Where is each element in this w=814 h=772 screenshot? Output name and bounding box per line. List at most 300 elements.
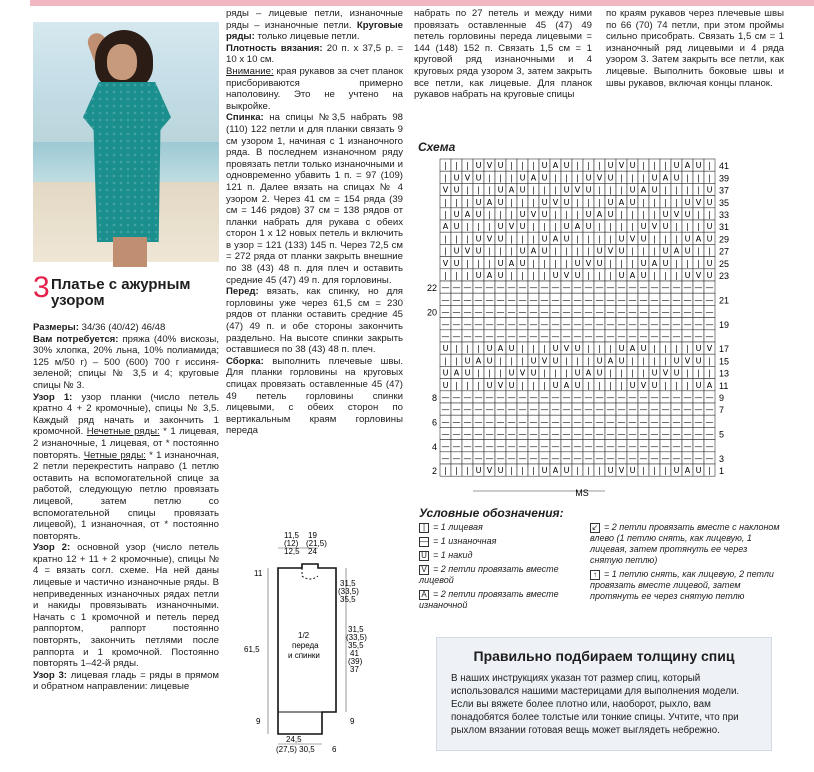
chart-symbol: — <box>595 319 604 329</box>
chart-symbol: | <box>576 466 579 476</box>
chart-symbol: U <box>651 368 658 378</box>
chart-symbol: — <box>496 332 505 341</box>
chart-symbol: | <box>587 246 590 256</box>
chart-symbol: | <box>587 161 590 171</box>
chart-symbol: — <box>617 283 626 293</box>
chart-symbol: — <box>441 417 450 427</box>
chart-symbol: | <box>444 356 447 366</box>
chart-symbol: — <box>694 405 703 415</box>
chart-symbol: — <box>694 295 703 305</box>
chart-symbol: — <box>650 295 659 305</box>
chart-symbol: — <box>452 441 461 451</box>
chart-symbol: | <box>565 356 568 366</box>
chart-symbol: | <box>466 161 469 171</box>
chart-symbol: — <box>474 429 483 439</box>
chart-symbol: | <box>499 356 502 366</box>
chart-symbol: | <box>510 197 513 207</box>
dim-right-a2: (33,5) <box>338 587 359 596</box>
chart-symbol: V <box>442 185 449 195</box>
chart-symbol: — <box>661 441 670 451</box>
chart-symbol: — <box>705 283 714 293</box>
chart-symbol: — <box>639 319 648 329</box>
chart-symbol: — <box>507 332 516 341</box>
chart-symbol: — <box>529 429 538 439</box>
chart-symbol: U <box>607 173 614 183</box>
chart-symbol: — <box>628 307 637 317</box>
chart-symbol: — <box>518 429 527 439</box>
chart-symbol: — <box>683 319 692 329</box>
chart-symbol: — <box>551 429 560 439</box>
chart-symbol: U <box>508 380 515 390</box>
chart-symbol: | <box>565 210 568 219</box>
chart-symbol: | <box>477 222 480 232</box>
chart-symbol: U <box>706 271 713 280</box>
dim-right-c: 41 <box>350 649 359 658</box>
chart-symbol: U <box>453 185 460 195</box>
chart-symbol: — <box>617 307 626 317</box>
chart-symbol: | <box>554 185 557 195</box>
chart-symbol: | <box>642 466 645 476</box>
chart-symbol: — <box>562 332 571 341</box>
column-4 <box>606 8 784 89</box>
chart-symbol: | <box>510 271 513 280</box>
chart-symbol: | <box>477 258 480 268</box>
chart-row-number: 9 <box>719 393 725 403</box>
chart-symbol: — <box>639 417 648 427</box>
chart-symbol: — <box>694 441 703 451</box>
chart-row-number: 6 <box>431 417 437 428</box>
chart-symbol: — <box>485 319 494 329</box>
chart-symbol: — <box>485 405 494 415</box>
chart-symbol: | <box>620 210 623 219</box>
chart-symbol: — <box>463 405 472 415</box>
chart-symbol: | <box>675 234 678 244</box>
pattern1-label: Узор 1: <box>33 391 73 403</box>
chart-symbol: | <box>444 466 447 476</box>
chart-symbol: — <box>694 429 703 439</box>
chart-symbol: — <box>496 441 505 451</box>
chart-symbol: | <box>532 258 535 268</box>
chart-symbol: | <box>576 246 579 256</box>
legend-item <box>419 589 584 611</box>
chart-symbol: — <box>441 332 450 341</box>
chart-symbol: | <box>697 368 700 378</box>
chart-row-number: 20 <box>426 307 437 318</box>
chart-row-number: 4 <box>431 441 437 452</box>
chart-symbol: | <box>587 356 590 366</box>
dim-top-mid: 19 <box>308 531 317 540</box>
chart-symbol: — <box>529 417 538 427</box>
chart-symbol: — <box>474 417 483 427</box>
chart-symbol: U <box>585 185 592 195</box>
legend-symbol-icon: ↙ <box>591 522 599 532</box>
chart-symbol: V <box>662 368 669 378</box>
chart-symbol: — <box>694 417 703 427</box>
chart-row-number: 15 <box>719 356 730 367</box>
garment-schematic <box>240 528 370 756</box>
chart-symbol: — <box>562 429 571 439</box>
chart-symbol: | <box>708 368 711 378</box>
chart-symbol: | <box>653 356 656 366</box>
chart-symbol: U <box>629 161 636 171</box>
chart-symbol: | <box>653 344 656 354</box>
chart-symbol: V <box>706 344 713 354</box>
chart-symbol: — <box>639 307 648 317</box>
chart-symbol: | <box>532 344 535 354</box>
chart-symbol: U <box>706 222 713 232</box>
chart-symbol: — <box>650 417 659 427</box>
pattern2-label: Узор 2: <box>33 542 71 554</box>
chart-symbol: | <box>466 222 469 232</box>
chart-symbol: — <box>507 295 516 305</box>
chart-row-number: 39 <box>719 173 730 184</box>
chart-symbol: — <box>496 307 505 317</box>
chart-symbol: | <box>686 368 689 378</box>
chart-symbol: — <box>551 307 560 317</box>
chart-symbol: — <box>617 319 626 329</box>
chart-symbol: U <box>662 246 669 256</box>
chart-symbol: U <box>640 234 647 244</box>
chart-symbol: | <box>642 356 645 366</box>
chart-symbol: | <box>642 368 645 378</box>
chart-symbol: — <box>518 332 527 341</box>
chart-symbol: V <box>563 344 570 354</box>
chart-symbol: V <box>486 234 493 244</box>
chart-symbol: U <box>519 258 526 268</box>
chart-symbol: | <box>631 368 634 378</box>
chart-symbol: — <box>441 393 450 402</box>
back-text: на спицы №3,5 набрать 98 (110) 122 петли и для планки связать 9 см узором 1, начиная с 1 изнаночного ряда. В последнем изнаночном ряду провязать петли только изнаночными и одновременно убавить 1 п. = 97 (109) 121 п. Далее вязать на спицах № 4 узором 2. Через 41 см = 154 ряда (39 см = 146 рядов) 37 см = 138 рядов от планки набрать для рукава с обеих сторон 1 х 12 новых петель и включить в узор = 121 (133) 145 п. Через 72,5 см = 272 ряда от планки закрыть внешние по 38 (43) 48 п. для плеч и оставить средние 45 (47) 49 п. для горловины. <box>226 112 403 286</box>
chart-symbol: — <box>705 307 714 317</box>
chart-symbol: U <box>497 234 504 244</box>
chart-symbol: — <box>551 393 560 402</box>
col3-text: набрать по 27 петель и между ними провязать оставленные 45 (47) 49 петель горловины переда лицевыми = 144 (148) 152 п. Связать 1,5 см = 1 круговой ряд изнаночными и 4 круговых ряда узором 3, затем закрыть все петли, как лицевые. Для планок рукавов набрать на круговые спицы <box>414 8 592 101</box>
chart-symbol: | <box>664 380 667 390</box>
chart-symbol: | <box>609 380 612 390</box>
chart-symbol: — <box>595 283 604 293</box>
chart-symbol: — <box>628 319 637 329</box>
chart-symbol: U <box>574 380 581 390</box>
chart-row-number: 1 <box>719 466 725 477</box>
chart-symbol: — <box>496 319 505 329</box>
chart-symbol: — <box>595 429 604 439</box>
pattern1-text: узор планки (число петель кратно 4 + 2 кромочные), спицы № 3,5. Каждый ряд начать и закончить 1 кромочной. <box>33 391 220 438</box>
chart-symbol: | <box>565 258 568 268</box>
chart-symbol: | <box>587 197 590 207</box>
chart-symbol: — <box>573 295 582 305</box>
chart-symbol: U <box>563 197 570 207</box>
chart-symbol: A <box>530 246 537 256</box>
pattern3-label: Узор 3: <box>33 669 67 681</box>
legend-item <box>419 522 584 533</box>
chart-symbol: — <box>650 332 659 341</box>
chart-symbol: — <box>606 405 615 415</box>
chart-symbol: — <box>628 441 637 451</box>
chart-symbol: — <box>683 417 692 427</box>
chart-symbol: | <box>444 271 447 280</box>
chart-grid <box>440 159 715 491</box>
chart-symbol: — <box>452 417 461 427</box>
chart-symbol: | <box>653 210 656 219</box>
chart-symbol: — <box>518 417 527 427</box>
chart-symbol: | <box>532 466 535 476</box>
chart-symbol: | <box>598 271 601 280</box>
chart-symbol: | <box>521 356 524 366</box>
chart-symbol: — <box>661 429 670 439</box>
chart-symbol: | <box>488 210 491 219</box>
chart-symbol: — <box>485 332 494 341</box>
chart-symbol: — <box>595 393 604 402</box>
chart-symbol: U <box>706 258 713 268</box>
note-text: края рукавов за счет планок присбориваются примерно наполовину. Это не учтено на выкройке. <box>226 65 403 112</box>
chart-symbol: U <box>497 197 504 207</box>
chart-symbol: | <box>620 380 623 390</box>
chart-symbol: | <box>455 344 458 354</box>
chart-symbol: | <box>488 258 491 268</box>
chart-symbol: U <box>662 222 669 232</box>
chart-symbol: U <box>475 466 482 476</box>
chart-symbol: — <box>661 417 670 427</box>
column-2 <box>226 8 403 437</box>
chart-symbol: | <box>455 234 458 244</box>
chart-symbol: | <box>532 197 535 207</box>
chart-symbol: U <box>497 222 504 232</box>
chart-symbol: — <box>672 295 681 305</box>
chart-symbol: — <box>683 441 692 451</box>
chart-symbol: U <box>684 271 691 280</box>
chart-symbol: V <box>684 356 691 366</box>
legend-right <box>590 522 780 605</box>
legend-left <box>419 522 584 614</box>
dim-top-mid-3: 24 <box>308 547 317 556</box>
chart-symbol: — <box>595 405 604 415</box>
chart-symbol: | <box>653 234 656 244</box>
chart-symbol: | <box>521 197 524 207</box>
density-text: 20 п. х 37,5 р. = 10 х 10 см. <box>226 42 403 66</box>
chart-symbol: U <box>585 222 592 232</box>
chart-symbol: — <box>705 441 714 451</box>
col2-intro: ряды – лицевые петли, изнаночные ряды – изнаночные петли. <box>226 8 403 31</box>
chart-symbol: | <box>598 466 601 476</box>
dim-left-11: 11 <box>254 569 263 578</box>
chart-symbol: U <box>530 356 537 366</box>
chart-symbol: — <box>551 319 560 329</box>
density-label: Плотность вязания: <box>226 42 323 54</box>
chart-symbol: | <box>642 161 645 171</box>
chart-row-number: 31 <box>719 222 730 233</box>
chart-symbol: | <box>609 258 612 268</box>
chart-symbol: U <box>651 173 658 183</box>
chart-symbol: U <box>629 466 636 476</box>
chart-symbol: — <box>529 454 538 463</box>
chart-symbol: — <box>463 393 472 402</box>
chart-symbol: | <box>466 380 469 390</box>
chart-symbol: | <box>488 185 491 195</box>
chart-symbol: — <box>650 393 659 402</box>
chart-symbol: — <box>595 295 604 305</box>
chart-symbol: — <box>452 307 461 317</box>
chart-symbol: U <box>486 380 493 390</box>
chart-symbol: — <box>683 295 692 305</box>
chart-symbol: — <box>551 441 560 451</box>
legend-item <box>419 550 584 561</box>
chart-symbol: U <box>706 185 713 195</box>
chart-symbol: U <box>618 356 625 366</box>
chart-symbol: — <box>452 454 461 463</box>
chart-symbol: — <box>485 417 494 427</box>
chart-symbol: — <box>452 393 461 402</box>
chart-symbol: | <box>598 380 601 390</box>
chart-symbol: V <box>486 161 493 171</box>
chart-symbol: — <box>452 295 461 305</box>
chart-symbol: | <box>554 173 557 183</box>
chart-symbol: — <box>661 393 670 402</box>
chart-symbol: — <box>441 454 450 463</box>
chart-symbol: | <box>455 356 458 366</box>
chart-symbol: — <box>573 307 582 317</box>
chart-symbol: — <box>441 429 450 439</box>
legend-text: = 2 петли провязать вместе изнаночной <box>419 589 559 610</box>
chart-symbol: V <box>695 197 702 207</box>
chart-symbol: — <box>573 405 582 415</box>
chart-symbol: — <box>639 405 648 415</box>
chart-symbol: — <box>584 283 593 293</box>
chart-symbol: | <box>664 197 667 207</box>
dim-top-left-3: 12,5 <box>284 547 300 556</box>
chart-symbol: | <box>653 246 656 256</box>
chart-symbol: — <box>441 283 450 293</box>
chart-symbol: U <box>596 368 603 378</box>
chart-symbol: — <box>672 454 681 463</box>
chart-symbol: A <box>684 466 691 476</box>
chart-symbol: — <box>628 405 637 415</box>
chart-symbol: U <box>541 234 548 244</box>
chart-row-number: 25 <box>719 258 730 269</box>
chart-symbol: | <box>532 234 535 244</box>
chart-symbol: | <box>653 271 656 280</box>
chart-symbol: — <box>507 405 516 415</box>
chart-symbol: | <box>543 185 546 195</box>
chart-symbol: — <box>485 307 494 317</box>
chart-symbol: U <box>695 344 702 354</box>
chart-symbol: | <box>543 368 546 378</box>
chart-symbol: — <box>496 405 505 415</box>
chart-symbol: — <box>595 441 604 451</box>
chart-symbol: — <box>672 393 681 402</box>
chart-symbol: — <box>606 295 615 305</box>
schematic-neck <box>302 564 318 579</box>
chart-symbol: U <box>486 344 493 354</box>
chart-symbol: | <box>466 185 469 195</box>
chart-symbol: U <box>552 271 559 280</box>
chart-symbol: | <box>499 173 502 183</box>
chart-symbol: | <box>565 246 568 256</box>
chart-symbol: U <box>574 344 581 354</box>
chart-symbol: | <box>664 271 667 280</box>
chart-symbol: | <box>708 246 711 256</box>
chart-symbol: | <box>609 271 612 280</box>
chart-symbol: | <box>609 344 612 354</box>
chart-row-number: 27 <box>719 246 730 257</box>
chart-symbol: | <box>609 234 612 244</box>
chart-symbol: V <box>596 173 603 183</box>
chart-symbol: — <box>485 283 494 293</box>
chart-symbol: — <box>606 332 615 341</box>
chart-symbol: — <box>705 393 714 402</box>
chart-symbol: A <box>574 222 581 232</box>
sizes-label: Размеры: <box>33 322 79 333</box>
chart-symbol: — <box>617 417 626 427</box>
chart-symbol: | <box>686 173 689 183</box>
chart-row-number: 11 <box>719 380 729 391</box>
dim-right-c3: 37 <box>350 665 359 674</box>
chart-symbol: — <box>650 283 659 293</box>
chart-symbol: U <box>629 185 636 195</box>
chart-symbol: — <box>573 332 582 341</box>
chart-symbol: — <box>562 319 571 329</box>
chart-symbol: | <box>576 173 579 183</box>
chart-symbol: A <box>453 368 460 378</box>
chart-symbol: — <box>474 283 483 293</box>
chart-symbol: U <box>453 258 460 268</box>
chart-symbol: | <box>532 185 535 195</box>
chart-symbol: — <box>683 405 692 415</box>
chart-symbol: | <box>620 173 623 183</box>
chart-symbol: | <box>521 466 524 476</box>
chart-symbol: — <box>518 319 527 329</box>
chart-symbol: — <box>496 417 505 427</box>
chart-symbol: — <box>540 393 549 402</box>
chart-symbol: U <box>508 344 515 354</box>
legend-symbol-icon: ↑ <box>590 570 600 580</box>
chart-symbol: | <box>477 185 480 195</box>
chart-symbol: — <box>650 441 659 451</box>
chart-symbol: A <box>497 344 504 354</box>
chart-symbol: | <box>444 161 447 171</box>
chart-symbol: | <box>477 344 480 354</box>
chart-symbol: U <box>640 222 647 232</box>
chart-symbol: V <box>442 258 449 268</box>
chart-symbol: | <box>664 185 667 195</box>
chart-symbol: — <box>650 454 659 463</box>
chart-symbol: — <box>551 283 560 293</box>
chart-symbol: U <box>607 197 614 207</box>
stitch-chart <box>426 157 732 498</box>
chart-symbol: — <box>452 405 461 415</box>
chart-row-number: 33 <box>719 210 730 220</box>
chart-symbol: U <box>640 271 647 280</box>
chart-symbol: | <box>675 271 678 280</box>
chart-symbol: — <box>507 429 516 439</box>
chart-symbol: U <box>552 344 559 354</box>
chart-symbol: U <box>640 344 647 354</box>
chart-symbol: — <box>672 319 681 329</box>
chart-symbol: — <box>474 295 483 305</box>
chart-symbol: — <box>606 441 615 451</box>
chart-symbol: A <box>695 234 702 244</box>
chart-symbol: | <box>543 222 546 232</box>
chart-symbol: U <box>497 161 504 171</box>
chart-symbol: A <box>596 210 603 219</box>
chart-symbol: — <box>562 307 571 317</box>
chart-symbol: — <box>672 307 681 317</box>
chart-symbol: A <box>530 173 537 183</box>
dim-bottom-1: 24,5 <box>286 735 302 744</box>
chart-symbol: V <box>508 222 515 232</box>
chart-symbol: — <box>606 429 615 439</box>
chart-symbol: — <box>584 454 593 463</box>
chart-symbol: — <box>441 295 450 305</box>
